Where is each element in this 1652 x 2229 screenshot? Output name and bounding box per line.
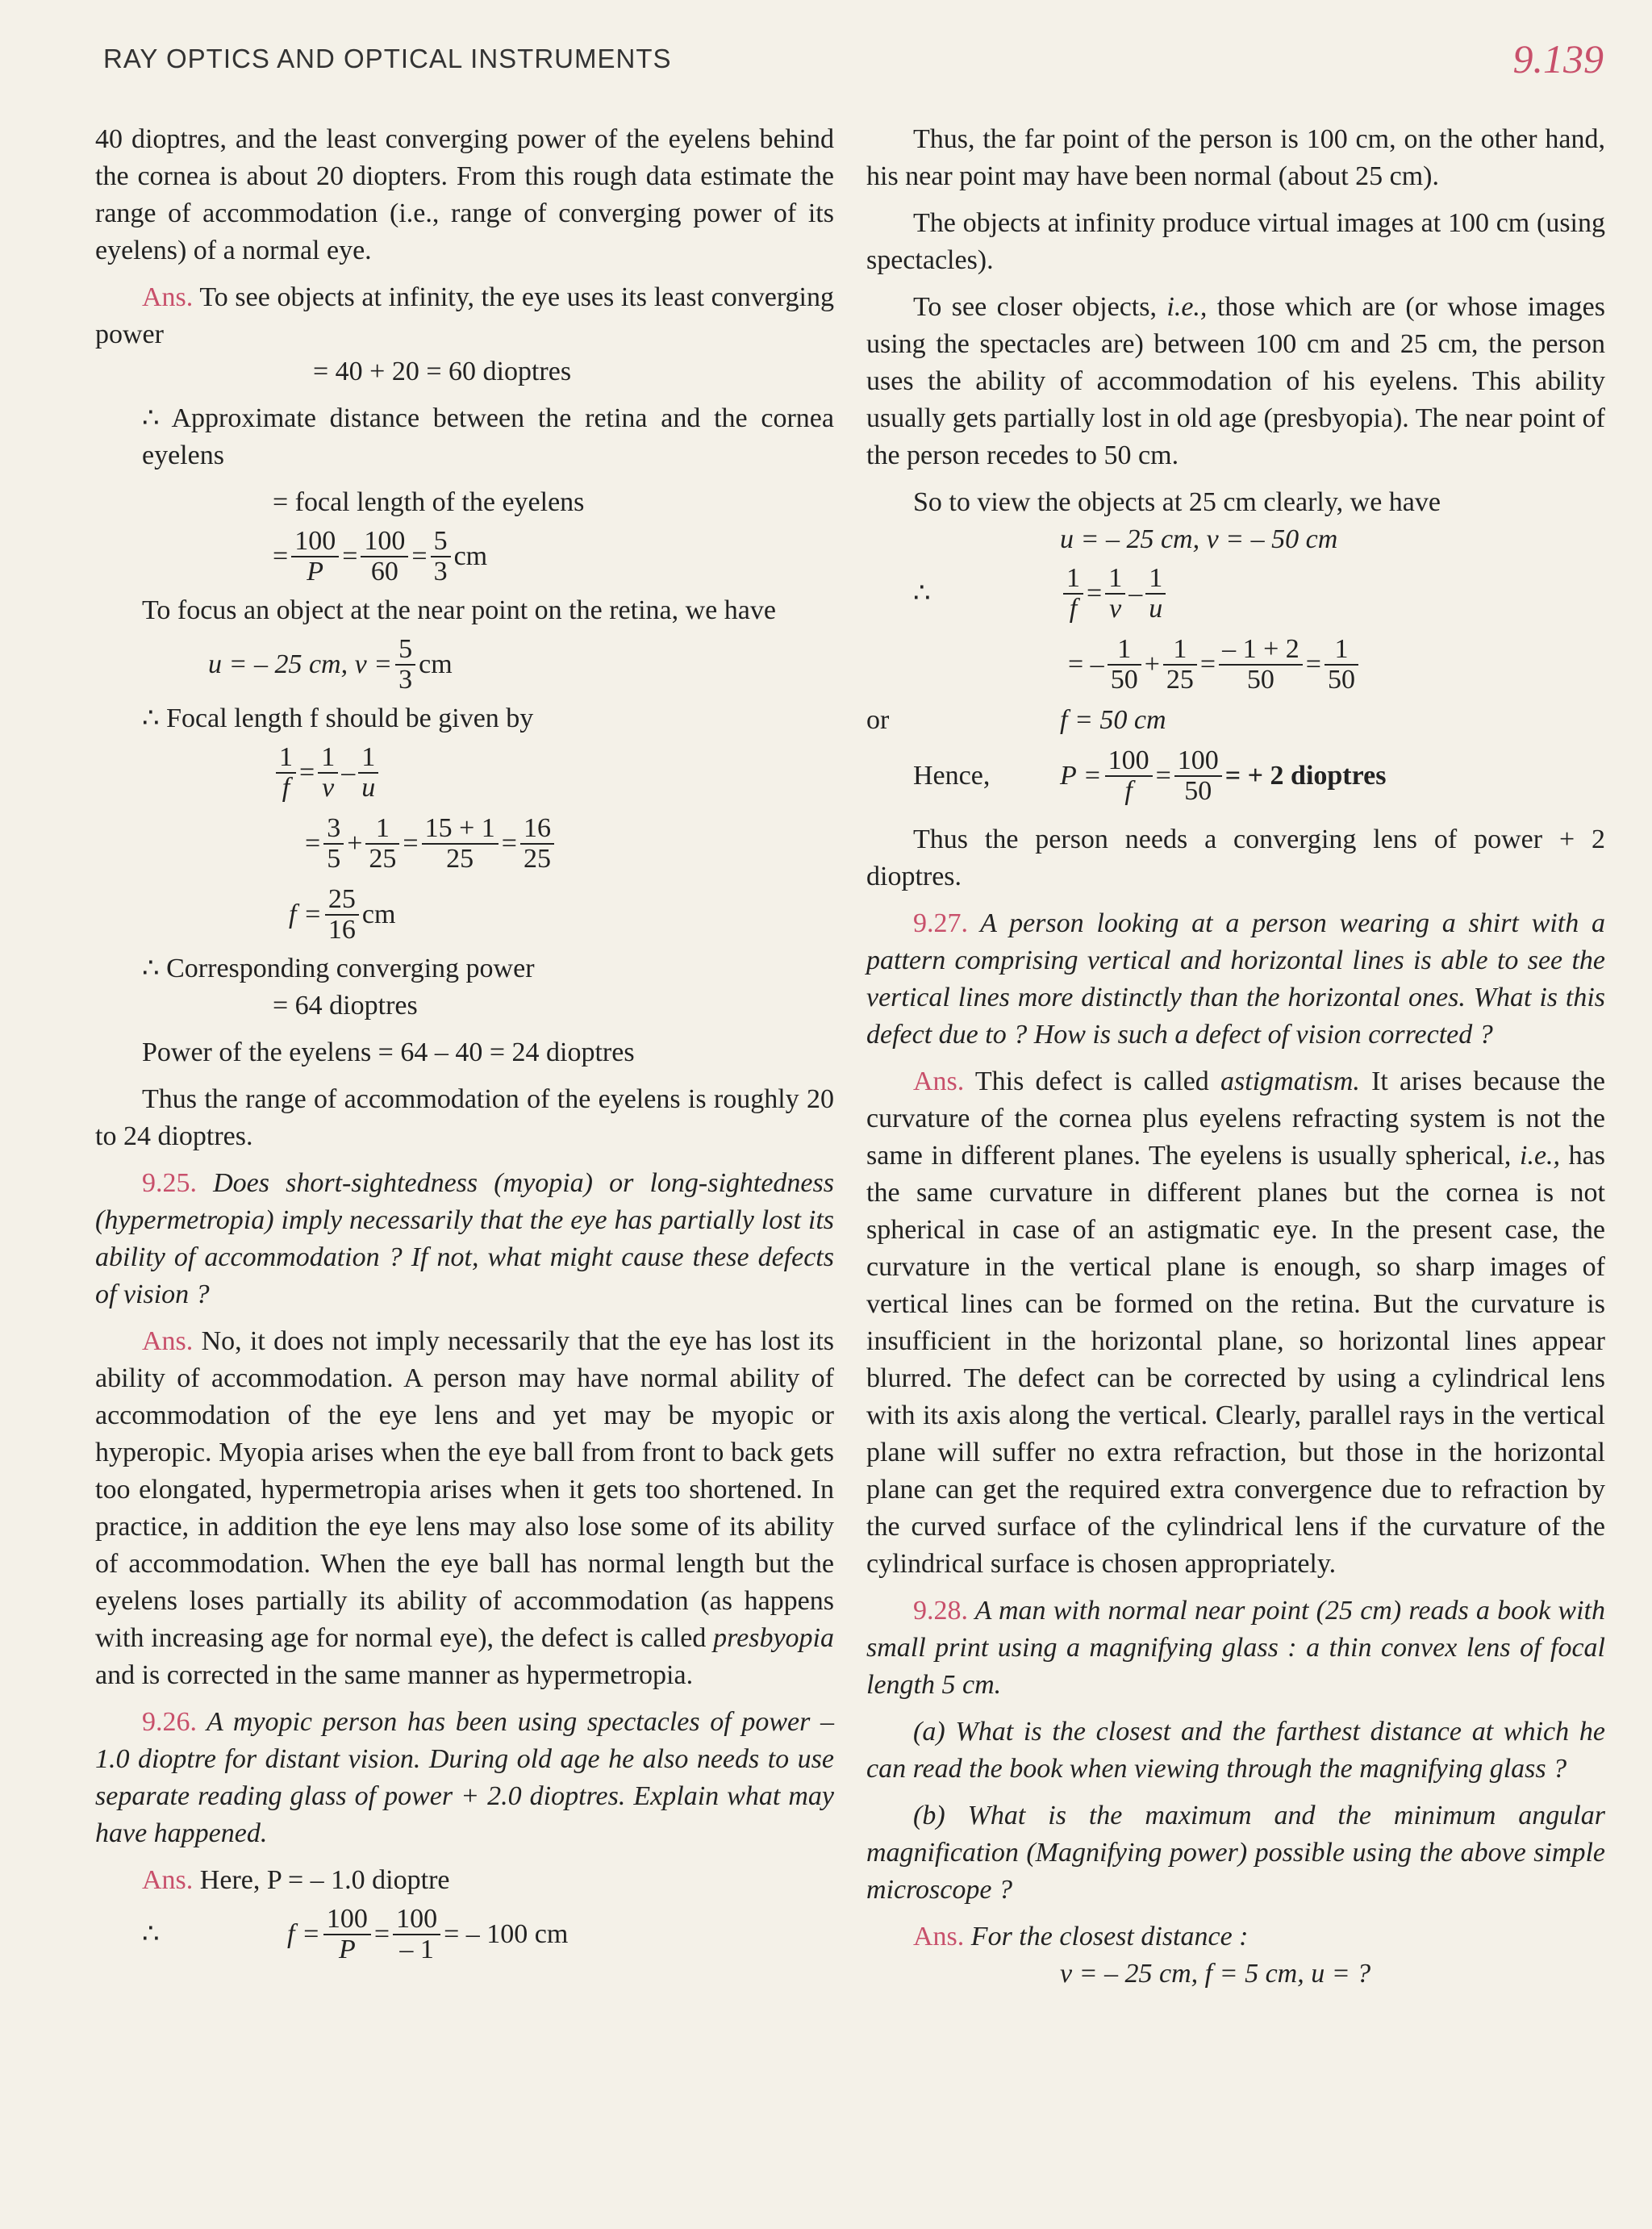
question-9-26: 9.26. A myopic person has been using spectacles of power – 1.0 dioptre for distant vision. During old age he also needs to use separate reading glass of power + 2.0 dioptres. Explain what may have happened. [95,1707,834,1848]
equation-sum: = $\frac{3}{5}$ + $\frac{1}{25}$ = $\frac{15 + 1}{25}$ = $\frac{16}{25}$ [95,808,834,879]
equation-power: Hence, P = $\frac{100}{f}$ = $\frac{100}{50}$ = + 2 dioptres [913,745,1387,806]
right-column [866,121,1605,1993]
paragraph: ∴ Corresponding converging power [142,954,535,983]
ans-label: Ans. [142,282,194,312]
question-9-27: 9.27. A person looking at a person wearing a shirt with a pattern comprising vertical and horizontal lines is able to see the vertical lines more distinctly than the horizontal ones. What is this defect due to ? How is such a defect of vision corrected ? [866,908,1605,1050]
left-column [95,121,834,1970]
answer-paragraph: Ans. Here, P = – 1.0 dioptre [142,1865,450,1895]
running-head: RAY OPTICS AND OPTICAL INSTRUMENTS [103,44,672,73]
paragraph: 40 dioptres, and the least converging power of the eyelens behind the cornea is about 20 diopters. From this rough data estimate the range of accommodation (i.e., range of converging power of its eyelens) of a normal eye. [95,124,834,265]
question-9-28-b: (b) What is the maximum and the minimum angular magnification (Magnifying power) possible using the above simple microscope ? [866,1801,1605,1905]
equation-fraction: = $\frac{100}{P}$ = $\frac{100}{60}$ = $\frac{5}{3}$ cm [273,526,488,586]
paragraph: ∴ Approximate distance between the retina and the cornea eyelens [142,403,834,470]
equation: = 64 dioptres [273,991,418,1021]
paragraph: Thus the person needs a converging lens of power + 2 dioptres. [866,824,1605,891]
answer-paragraph: Ans. To see objects at infinity, the eye uses its least converging power [95,282,834,349]
equation-f-100: ∴ f = $\frac{100}{P}$ = $\frac{100}{- 1}$ = – 100 cm [142,1904,569,1964]
equation: v = – 25 cm, f = 5 cm, u = ? [1060,1959,1371,1989]
answer-paragraph: Ans. No, it does not imply necessarily that the eye has lost its ability of accommodation. A person may have normal ability of accommodation of the eye lens and yet may be myopic or hyperopic. Myopia arises when the eye ball from front to back gets too elongated, hypermetropia arises when it gets too shortened. In practice, in addition the eye lens may also lose some of its ability of accommodation. When the eye ball has normal length but the eyelens loses partially its ability of accommodation (as happens with increasing age for normal eye), the defect is called presbyopia and is corrected in the same manner as hypermetropia. [95,1326,834,1690]
question-9-28: 9.28. A man with normal near point (25 cm) reads a book with small print using a magnifying glass : a thin convex lens of focal length 5 cm. [866,1596,1605,1700]
paragraph: ∴ Focal length f should be given by [142,703,534,733]
page-number: 9.139 [1512,36,1604,81]
equation-uv: u = – 25 cm, v = $\frac{5}{3}$ cm [208,634,453,695]
paragraph: To see closer objects, i.e., those which are (or whose images using the spectacles are) between 100 cm and 25 cm, the person uses the ability of accommodation of his eyelens. This ability usually gets partially lost in old age (presbyopia). The near point of the person recedes to 50 cm. [866,292,1605,470]
equation-sum: = – $\frac{1}{50}$ + $\frac{1}{25}$ = $\frac{- 1 + 2}{50}$ = $\frac{1}{50}$ [866,629,1605,700]
paragraph: To focus an object at the near point on the retina, we have [142,595,776,625]
paragraph: Power of the eyelens = 64 – 40 = 24 dioptres [142,1037,635,1067]
equation-uv: u = – 25 cm, v = – 50 cm [1060,524,1338,554]
equation: = 40 + 20 = 60 dioptres [313,357,572,386]
page-header [103,36,1604,105]
question-9-28-a: (a) What is the closest and the farthest distance at which he can read the book when viewing through the magnifying glass ? [866,1717,1605,1784]
question-9-25: 9.25. Does short-sightedness (myopia) or long-sightedness (hypermetropia) imply necessarily that the eye has partially lost its ability of accommodation ? If not, what might cause these defects of vision ? [95,1168,834,1309]
answer-paragraph: Ans. For the closest distance : [913,1922,1249,1951]
equation-lens-formula: $\frac{1}{f}$ = $\frac{1}{v}$ – $\frac{1}{u}$ [95,737,834,808]
paragraph: Thus, the far point of the person is 100 cm, on the other hand, his near point may have been normal (about 25 cm). [866,124,1605,191]
equation: = focal length of the eyelens [273,487,585,517]
answer-paragraph: Ans. This defect is called astigmatism. It arises because the curvature of the cornea plus eyelens refracting system is not the same in different planes. The eyelens is usually spherical, i.e., has the same curvature in different planes but the cornea is not spherical in case of an astigmatic eye. In the present case, the curvature in the vertical plane is enough, so sharp images of vertical lines can be formed on the retina. But the curvature is insufficient in the horizontal plane, so horizontal lines appear blurred. The defect can be corrected by using a cylindrical lens with its axis along the vertical. Clearly, parallel rays in the vertical plane will suffer no extra refraction, but those in the horizontal plane can get the required extra convergence due to refraction by the curved surface of the cylindrical lens if the curvature of the cylindrical surface is chosen appropriately. [866,1066,1605,1579]
equation-lens-formula: ∴ $\frac{1}{f}$ = $\frac{1}{v}$ – $\frac{1}{u}$ [866,558,1605,629]
paragraph: The objects at infinity produce virtual images at 100 cm (using spectacles). [866,208,1605,275]
paragraph: Thus the range of accommodation of the eyelens is roughly 20 to 24 dioptres. [95,1084,834,1151]
equation-f50: or f = 50 cm [866,705,1166,735]
paragraph: So to view the objects at 25 cm clearly, we have [913,487,1441,517]
equation-f: f = $\frac{25}{16}$ cm [289,884,396,945]
